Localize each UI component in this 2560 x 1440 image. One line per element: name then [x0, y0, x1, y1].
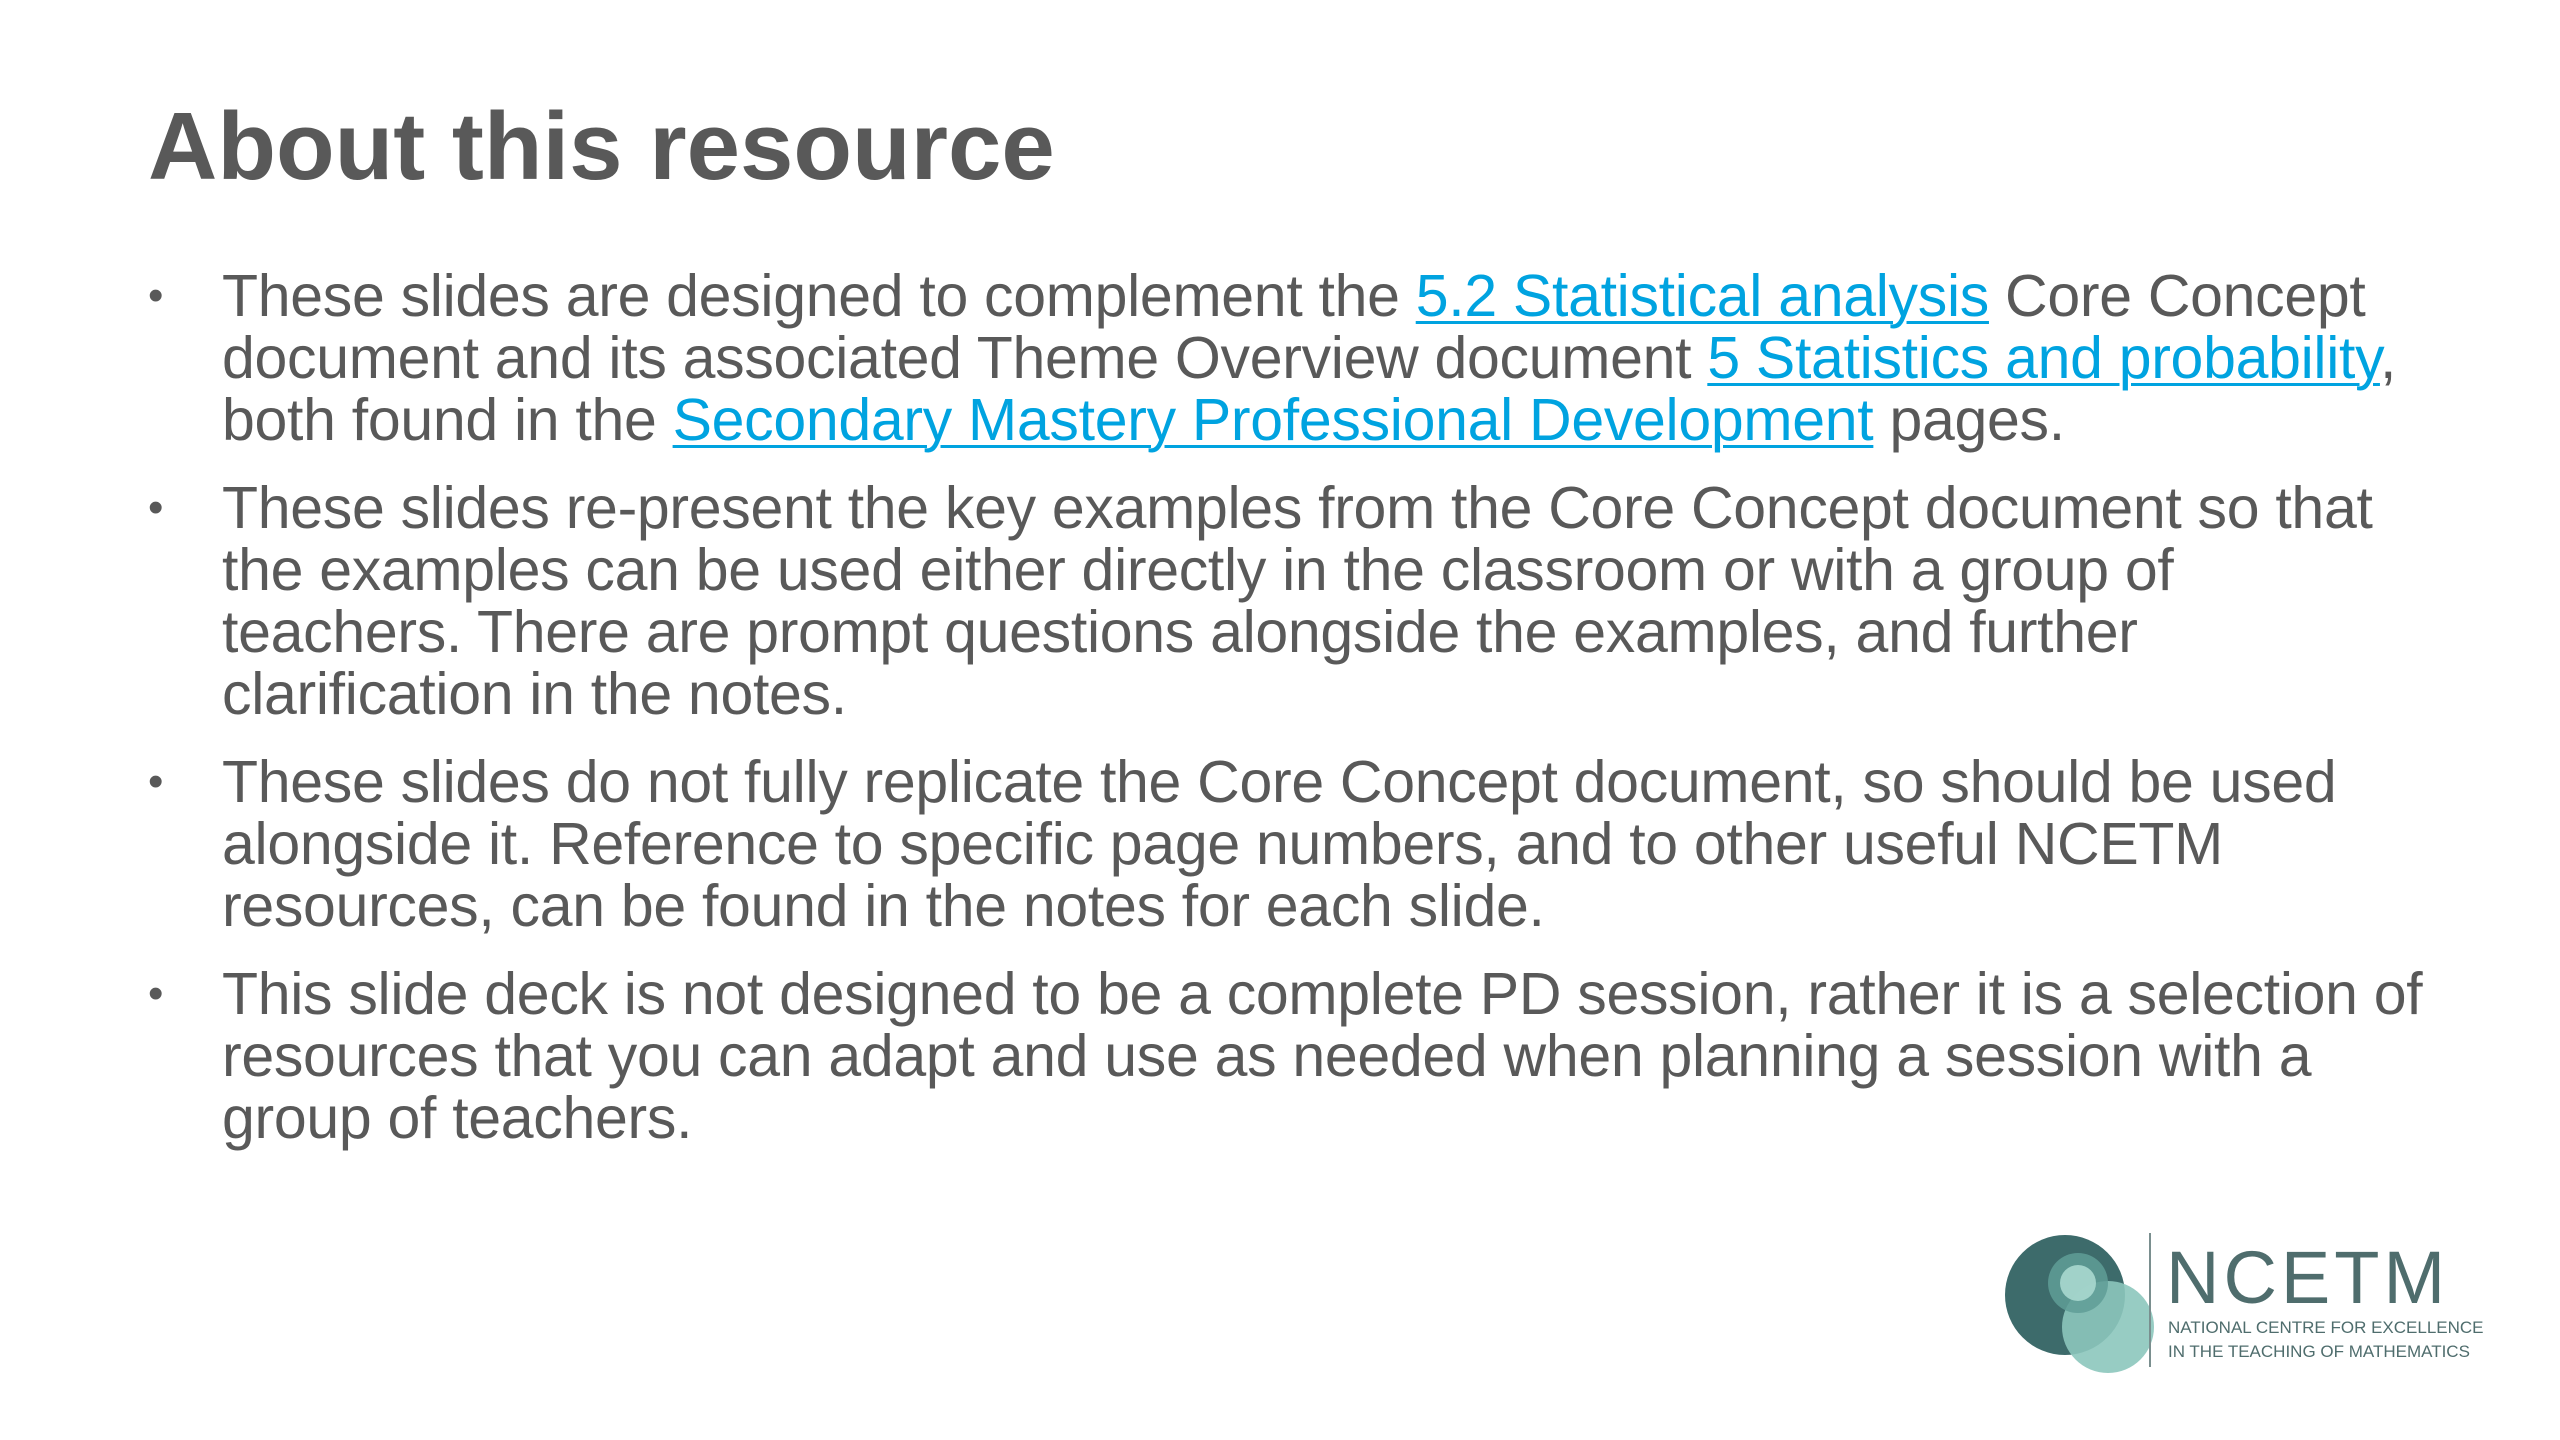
- logo-wordmark: NCETM: [2166, 1236, 2450, 1319]
- ncetm-logo: [1990, 1225, 2490, 1375]
- bullet-text: Core Concept document and its associated Theme Overview document: [222, 263, 2366, 391]
- bullet-dot-icon: •: [148, 969, 164, 1018]
- bullet-item: [148, 751, 2428, 937]
- bullet-text: These slides do not fully replicate the Core Concept document, so should be used alongside it. Reference to specific page numbers, and to other useful NCETM resources, can be found in the notes for each slide.: [222, 749, 2337, 939]
- bullet-dot-icon: •: [148, 757, 164, 806]
- bullet-item: [148, 265, 2428, 451]
- bullet-text: These slides re-present the key examples from the Core Concept document so that the examples can be used either directly in the classroom or with a group of teachers. There are prompt questions alongside the examples, and further clarification in the notes.: [222, 475, 2373, 727]
- resource-link[interactable]: Secondary Mastery Professional Development: [672, 387, 1874, 453]
- bullet-text: This slide deck is not designed to be a complete PD session, rather it is a selection of resources that you can adapt and use as needed when planning a session with a group of teachers.: [222, 961, 2423, 1151]
- bullet-text: , both found in the: [222, 325, 2397, 453]
- bullet-dot-icon: •: [148, 271, 164, 320]
- bullet-list: [148, 265, 2428, 1175]
- bullet-text: These slides are designed to complement the: [222, 263, 1416, 329]
- bullet-item: [148, 477, 2428, 725]
- bullet-item: [148, 963, 2428, 1149]
- slide-title: About this resource: [148, 93, 1055, 200]
- resource-link[interactable]: 5 Statistics and probability: [1707, 325, 2380, 391]
- bullet-text: pages.: [1873, 387, 2065, 453]
- logo-tagline-1: NATIONAL CENTRE FOR EXCELLENCE: [2168, 1318, 2484, 1337]
- bullet-dot-icon: •: [148, 483, 164, 532]
- logo-emblem-icon: [2005, 1235, 2154, 1373]
- logo-tagline-2: IN THE TEACHING OF MATHEMATICS: [2168, 1342, 2470, 1361]
- resource-link[interactable]: 5.2 Statistical analysis: [1415, 263, 1989, 329]
